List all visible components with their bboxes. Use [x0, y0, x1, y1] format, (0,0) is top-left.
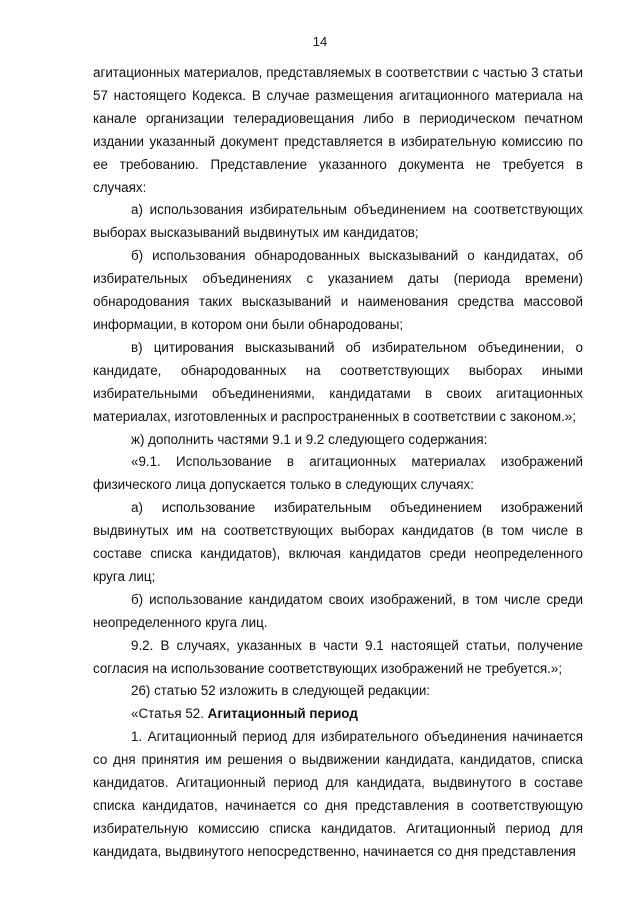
paragraph-9-1-item-b: б) использование кандидатом своих изображений, в том числе среди неопределенного круга лиц. [93, 591, 583, 630]
paragraph-item-zh: ж) дополнить частями 9.1 и 9.2 следующего содержания: [131, 431, 488, 447]
paragraph-9-1-item-a: а) использование избирательным объединением изображений выдвинутых им на соответствующих выборах кандидатов (в том числе в составе списка кандидатов), включая кандидатов среди неопределенного круга лиц; [93, 500, 583, 584]
paragraph-item-26: 26) статью 52 изложить в следующей редакции: [131, 683, 431, 699]
paragraph-part-9-2: 9.2. В случаях, указанных в части 9.1 настоящей статьи, получение согласия на использование соответствующих изображений не требуется.»; [93, 637, 583, 676]
paragraph-part-9-1: «9.1. Использование в агитационных материалах изображений физического лица допускается только в следующих случаях: [93, 454, 583, 493]
paragraph-item-a: а) использования избирательным объединением на соответствующих выборах высказываний выдвинутых им кандидатов; [93, 202, 583, 241]
page-number: 14 [312, 34, 328, 49]
paragraph-continuation: агитационных материалов, представляемых в соответствии с частью 3 статьи 57 настоящего Кодекса. В случае размещения агитационного материала на канале организации телерадиовещания либо в периодическом печатном издании указанный документ представляется в избирательную комиссию по ее требованию. Представление указанного документа не требуется в случаях: [93, 65, 583, 195]
article-paragraph-1: 1. Агитационный период для избирательного объединения начинается со дня принятия им решения о выдвижении кандидата, кандидатов, списка кандидатов. Агитационный период для кандидата, выдвинутого в составе списка кандидатов, начинается со дня представления в соответствующую избирательную комиссию списка кандидатов. Агитационный период для кандидата, выдвинутого непосредственно, начинается со дня представления [93, 729, 583, 859]
document-body [93, 62, 583, 864]
article-heading-title: Агитационный период [207, 706, 358, 722]
article-heading [93, 703, 583, 726]
paragraph-item-v: в) цитирования высказываний об избирательном объединении, о кандидате, обнародованных на соответствующих выборах иными избирательными объединениями, кандидатами в своих агитационных материалах, изготовленных и распространенных в соответствии с законом.»; [93, 339, 583, 424]
paragraph-item-b: б) использования обнародованных высказываний о кандидатах, об избирательных объединениях с указанием даты (периода времени) обнародования таких высказываний и наименования средства массовой информации, в котором они были обнародованы; [93, 248, 583, 332]
article-heading-prefix: «Статья 52. [131, 706, 208, 722]
